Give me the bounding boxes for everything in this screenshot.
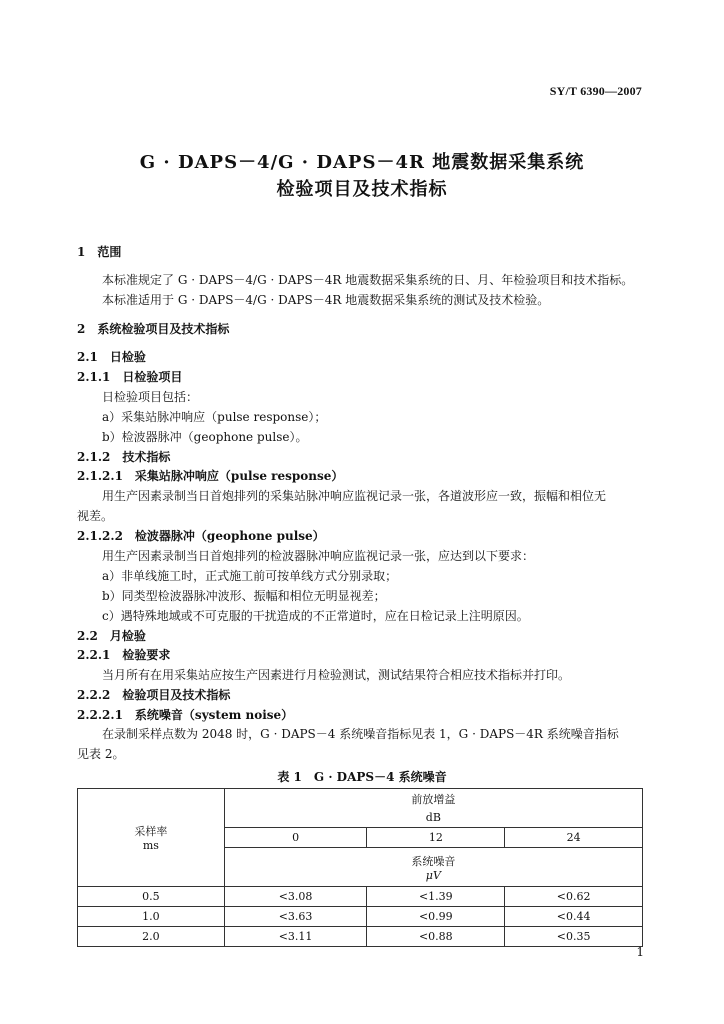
table-row xyxy=(78,927,643,947)
section-2-1-2-1-paragraph-cont: 视差。 xyxy=(77,509,114,523)
section-2-2-2-1-heading: 2.2.2.1 系统噪音（system noise） xyxy=(77,708,294,722)
section-2-2-1-heading: 2.2.1 检验要求 xyxy=(77,648,171,662)
list-item-b: b）检波器脉冲（geophone pulse）。 xyxy=(102,430,308,444)
sample-rate-unit: ms xyxy=(142,839,159,852)
list-item-a: a）非单线施工时，正式施工前可按单线方式分别录取； xyxy=(102,569,398,583)
section-2-1-1-heading: 2.1.1 日检验项目 xyxy=(77,370,183,384)
section-2-2-1-paragraph: 当月所有在用采集站应按生产因素进行月检验测试，测试结果符合相应技术指标并打印。 xyxy=(102,668,571,682)
section-2-1-2-2-paragraph: 用生产因素录制当日首炮排列的检波器脉冲响应监视记录一张，应达到以下要求： xyxy=(102,549,535,563)
section-2-heading: 2 系统检验项目及技术指标 xyxy=(77,322,230,336)
gain-label: 前放增益 xyxy=(224,789,642,809)
noise-header xyxy=(224,848,642,887)
table-header-row xyxy=(78,789,643,809)
section-1-paragraph-1: 本标准规定了 G · DAPS－4/G · DAPS－4R 地震数据采集系统的日、月、年检验项目和技术指标。 xyxy=(102,273,634,287)
noise-cell: <3.08 xyxy=(224,887,367,907)
noise-cell: <1.39 xyxy=(367,887,505,907)
gain-value-0: 0 xyxy=(224,828,367,848)
system-noise-table xyxy=(77,788,643,947)
section-2-1-2-2-heading: 2.1.2.2 检波器脉冲（geophone pulse） xyxy=(77,529,325,543)
section-2-1-2-1-heading: 2.1.2.1 采集站脉冲响应（pulse response） xyxy=(77,469,344,483)
section-2-2-heading: 2.2 月检验 xyxy=(77,629,146,643)
section-2-1-2-1-paragraph: 用生产因素录制当日首炮排列的采集站脉冲响应监视记录一张，各道波形应一致，振幅和相位无 xyxy=(102,489,607,503)
rate-cell: 1.0 xyxy=(78,907,225,927)
noise-unit: μV xyxy=(425,868,441,882)
rate-cell: 2.0 xyxy=(78,927,225,947)
noise-cell: <0.35 xyxy=(505,927,643,947)
section-2-2-2-heading: 2.2.2 检验项目及技术指标 xyxy=(77,688,231,702)
section-2-1-2-heading: 2.1.2 技术指标 xyxy=(77,450,171,464)
document-title-line1: G · DAPS－4/G · DAPS－4R 地震数据采集系统 xyxy=(139,152,585,173)
rate-cell: 0.5 xyxy=(78,887,225,907)
section-2-2-2-1-paragraph-cont: 见表 2。 xyxy=(77,747,125,761)
sample-rate-label: 采样率 xyxy=(134,825,168,838)
gain-value-24: 24 xyxy=(505,828,643,848)
noise-cell: <0.99 xyxy=(367,907,505,927)
standard-code: SY/T 6390—2007 xyxy=(549,84,642,98)
table-caption: 表 1 G · DAPS－4 系统噪音 xyxy=(277,770,447,784)
noise-label: 系统噪音 xyxy=(411,854,456,868)
section-1-heading: 1 范围 xyxy=(77,245,122,259)
table-row xyxy=(78,907,643,927)
gain-unit: dB xyxy=(224,808,642,828)
noise-cell: <0.44 xyxy=(505,907,643,927)
list-item-b: b）同类型检波器脉冲波形、振幅和相位无明显视差； xyxy=(102,589,386,603)
section-2-2-2-1-paragraph: 在录制采样点数为 2048 时，G · DAPS－4 系统噪音指标见表 1，G · DAPS－4R 系统噪音指标 xyxy=(102,727,619,741)
noise-cell: <3.63 xyxy=(224,907,367,927)
noise-cell: <0.88 xyxy=(367,927,505,947)
noise-cell: <0.62 xyxy=(505,887,643,907)
section-2-1-1-intro: 日检验项目包括： xyxy=(102,390,199,404)
list-item-c: c）遇特殊地域或不可克服的干扰造成的不正常道时，应在日检记录上注明原因。 xyxy=(102,609,529,623)
noise-cell: <3.11 xyxy=(224,927,367,947)
sample-rate-header xyxy=(78,789,225,887)
section-1-paragraph-2: 本标准适用于 G · DAPS－4/G · DAPS－4R 地震数据采集系统的测试及技术检验。 xyxy=(102,293,550,307)
page-number: 1 xyxy=(636,945,644,959)
table-row xyxy=(78,887,643,907)
document-title-line2: 检验项目及技术指标 xyxy=(276,179,448,200)
gain-value-12: 12 xyxy=(367,828,505,848)
list-item-a: a）采集站脉冲响应（pulse response）； xyxy=(102,410,327,424)
section-2-1-heading: 2.1 日检验 xyxy=(77,350,146,364)
